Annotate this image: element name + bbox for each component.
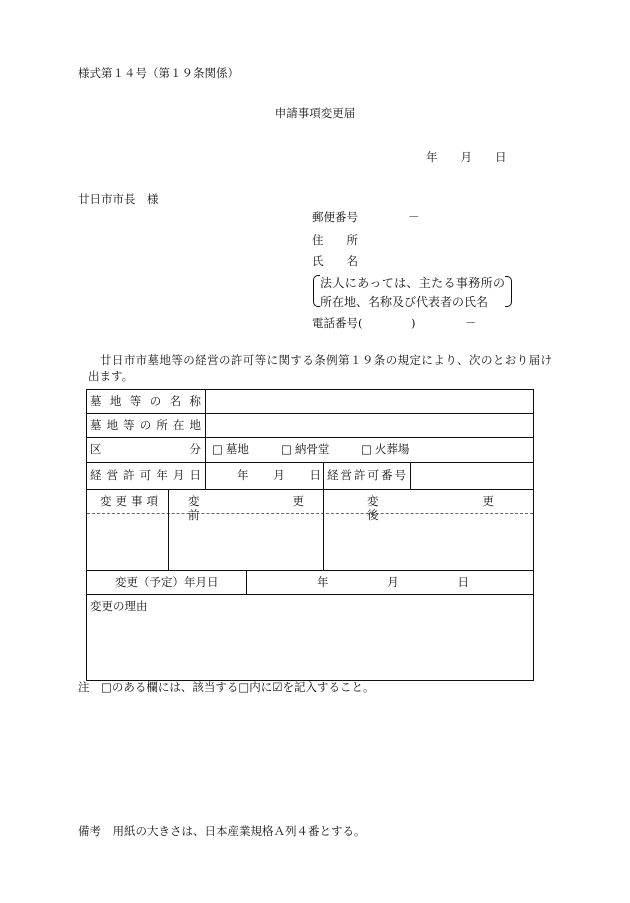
category-option-label: 墓地 (225, 442, 249, 456)
permit-date-label: 経 営 許 可 年 月 日 (90, 468, 201, 482)
category-option-label: 納骨堂 (294, 442, 330, 456)
left-bracket (313, 275, 320, 307)
change-item-header: 変 更 事 項 (100, 494, 158, 508)
note-text: 注 □のある欄には、該当する□内に☑を記入すること。 (78, 680, 375, 694)
cemetery-name-field (206, 390, 533, 413)
form-number: 様式第１４号（第１９条関係） (78, 66, 239, 80)
category-option-ossuary (281, 442, 329, 456)
change-reason-label: 変更の理由 (90, 599, 148, 613)
checkbox-icon: □ (281, 442, 292, 456)
form-title: 申請事項変更届 (274, 106, 356, 120)
corporate-note-line2: 所在地、名称及び代表者の氏名 (320, 295, 489, 309)
phone-close-paren: ) (411, 316, 416, 330)
phone-dash: － (465, 316, 477, 330)
submission-date-line: 年 月 日 (426, 150, 507, 164)
postal-code-label: 郵便番号 (312, 210, 358, 224)
category-label: 区 分 (90, 442, 201, 456)
intro-text-line2: 出ます。 (88, 369, 134, 383)
category-option-cemetery (212, 442, 249, 456)
after-change-header: 変 更 後 (367, 494, 552, 522)
column-divider (246, 570, 247, 594)
postal-code-dash: － (408, 210, 420, 224)
permit-number-label: 経営許可番号 (327, 468, 406, 482)
permit-number-field (411, 463, 533, 489)
change-date-label: 変更（予定）年月日 (115, 575, 219, 589)
permit-date-value: 年 月 日 (237, 468, 321, 482)
row-divider (87, 437, 533, 438)
category-option-label: 火葬場 (374, 442, 410, 456)
row-divider (87, 489, 533, 490)
cemetery-location-field (206, 414, 533, 437)
checkbox-icon: □ (212, 442, 223, 456)
phone-label: 電話番号( (312, 316, 363, 330)
corporate-note-line1: 法人にあっては、主たる事務所の (320, 276, 505, 290)
intro-text-line1: 廿日市市墓地等の経営の許可等に関する条例第１９条の規定により、次のとおり届け (88, 353, 552, 367)
checkbox-icon: □ (361, 442, 372, 456)
right-bracket (505, 276, 512, 307)
category-option-crematorium (361, 442, 409, 456)
before-change-field (169, 514, 323, 570)
address-label: 住 所 (312, 233, 358, 247)
after-change-field (324, 514, 533, 570)
cemetery-name-label: 墓 地 等 の 名 称 (90, 394, 201, 408)
row-divider (87, 594, 533, 595)
before-change-header: 変 更 前 (188, 494, 350, 522)
remarks-text: 備考 用紙の大きさは、日本産業規格Ａ列４番とする。 (78, 824, 366, 838)
change-form-table (86, 389, 552, 681)
name-label: 氏 名 (312, 254, 358, 268)
change-date-value: 年 月 日 (317, 575, 469, 589)
corporate-note (313, 274, 513, 308)
change-item-field (87, 514, 168, 570)
addressee: 廿日市市長 様 (78, 192, 159, 206)
cemetery-location-label: 墓 地 等 の 所 在 地 (90, 418, 201, 432)
change-reason-field (87, 612, 533, 680)
row-divider (87, 570, 533, 571)
